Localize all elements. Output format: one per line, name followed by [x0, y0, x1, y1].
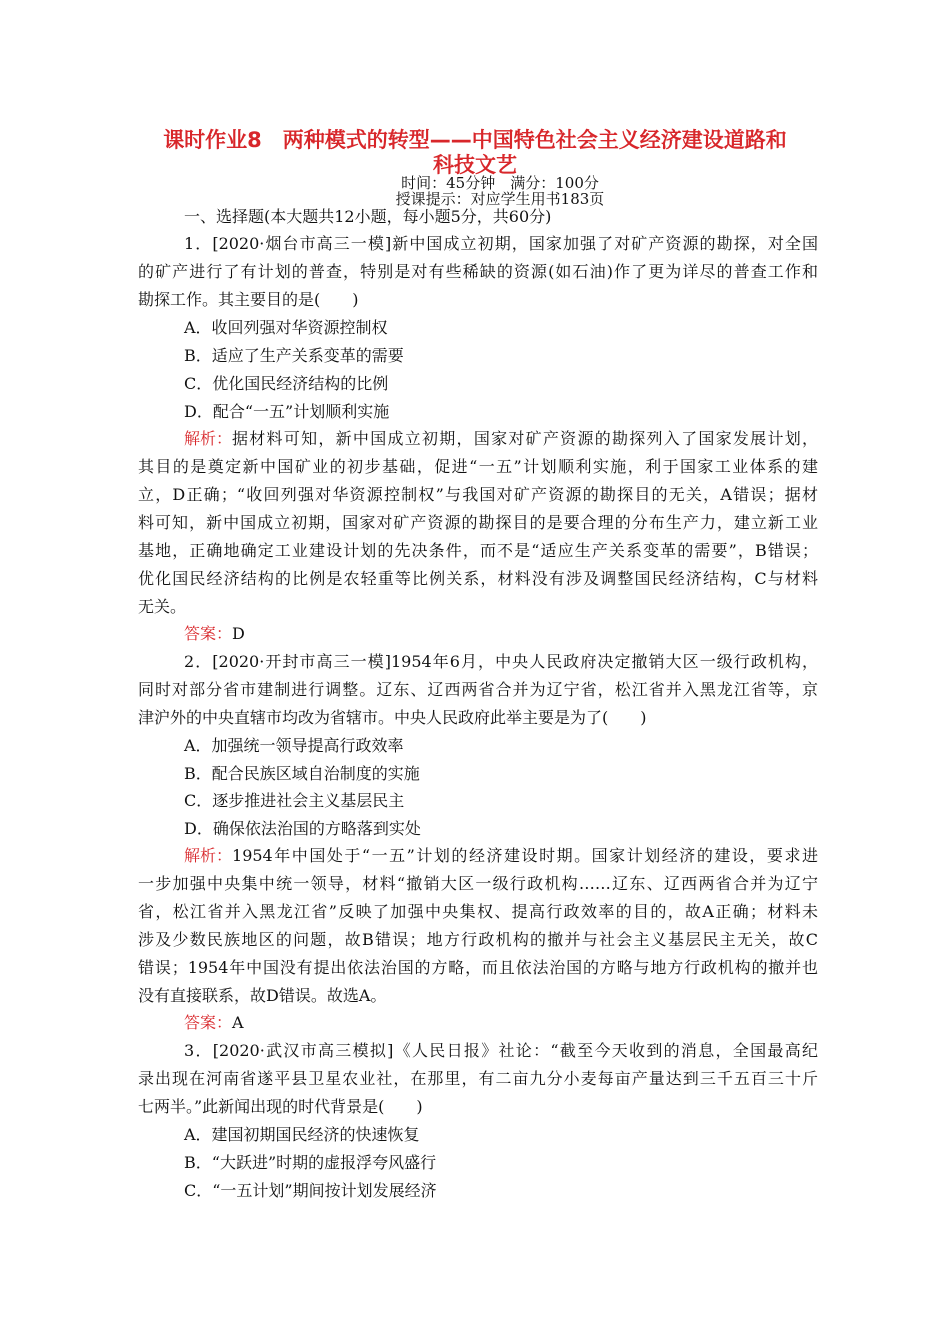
q2-analysis-line-5: 错误；1954年中国没有提出依法治国的方略，而且依法治国的方略与地方行政机构的撤并也 — [138, 958, 818, 977]
q1-option-a: A．收回列强对华资源控制权 — [184, 318, 388, 337]
q1-analysis-line-6: 优化国民经济结构的比例是农轻重等比例关系，材料没有涉及调整国民经济结构，C与材料 — [138, 569, 818, 588]
q1-answer — [184, 624, 864, 644]
q2-analysis-line-4: 涉及少数民族地区的问题，故B错误；地方行政机构的撤并与社会主义基层民主无关，故C — [138, 930, 818, 949]
q2-stem-line-3: 津沪外的中央直辖市均改为省辖市。中央人民政府此举主要是为了( ) — [138, 708, 647, 727]
q2-option-d: D．确保依法治国的方略落到实处 — [184, 819, 421, 838]
q3-stem-line-1: 3．[2020·武汉市高三模拟]《人民日报》社论：“截至今天收到的消息，全国最高纪 — [184, 1041, 818, 1060]
analysis-label: 解析： — [184, 429, 233, 448]
q2-stem-line-1: 2．[2020·开封市高三一模]1954年6月，中央人民政府决定撤销大区一级行政机构， — [184, 652, 818, 671]
q1-option-d: D．配合“一五”计划顺利实施 — [184, 402, 390, 421]
answer-label: 答案： — [184, 624, 233, 643]
q1-analysis-line-5: 基地，正确地确定工业建设计划的先决条件，而不是“适应生产关系变革的需要”，B错误； — [138, 541, 818, 560]
q1-stem-line-2: 的矿产进行了有计划的普查，特别是对有些稀缺的资源(如石油)作了更为详尽的普查工作和 — [138, 262, 818, 281]
q3-stem-line-2: 录出现在河南省遂平县卫星农业社，在那里，有二亩九分小麦每亩产量达到三千五百三十斤 — [138, 1069, 818, 1088]
q3-option-b: B．“大跃进”时期的虚报浮夸风盛行 — [184, 1153, 437, 1172]
q1-analysis-line-3: 立，D正确；“收回列强对华资源控制权”与我国对矿产资源的勘探目的无关，A错误；据材 — [138, 485, 818, 504]
q3-option-a: A．建国初期国民经济的快速恢复 — [184, 1125, 420, 1144]
time-score: 时间：45分钟 满分：100分 — [401, 174, 599, 192]
answer-label: 答案： — [184, 1013, 233, 1032]
q2-option-b: B．配合民族区域自治制度的实施 — [184, 764, 420, 783]
analysis-text: 据材料可知，新中国成立初期，国家对矿产资源的勘探列入了国家发展计划， — [232, 429, 818, 448]
lesson-hint: 授课提示：对应学生用书183页 — [395, 190, 605, 208]
q3-stem-line-3: 七两半。”此新闻出现的时代背景是( ) — [138, 1097, 423, 1116]
q2-analysis-line-1 — [184, 846, 818, 866]
title-line-2: 科技文艺 — [433, 153, 517, 177]
q3-option-c: C．“一五计划”期间按计划发展经济 — [184, 1181, 437, 1200]
analysis-text: 1954年中国处于“一五”计划的经济建设时期。国家计划经济的建设，要求进 — [232, 846, 818, 865]
section-heading: 一、选择题(本大题共12小题，每小题5分，共60分) — [184, 207, 552, 226]
q2-stem-line-2: 同时对部分省市建制进行调整。辽东、辽西两省合并为辽宁省，松江省并入黑龙江省等，京 — [138, 680, 818, 699]
q1-analysis-line-1 — [184, 429, 818, 449]
q1-stem-line-3: 勘探工作。其主要目的是( ) — [138, 290, 359, 309]
analysis-label: 解析： — [184, 846, 233, 865]
q2-answer — [184, 1013, 864, 1033]
answer-value: D — [232, 624, 245, 643]
q2-analysis-line-3: 省，松江省并入黑龙江省”反映了加强中央集权、提高行政效率的目的，故A正确；材料未 — [138, 902, 818, 921]
answer-value: A — [232, 1013, 244, 1032]
q2-analysis-line-6: 没有直接联系，故D错误。故选A。 — [138, 986, 387, 1005]
q1-option-c: C．优化国民经济结构的比例 — [184, 374, 389, 393]
q2-analysis-line-2: 一步加强中央集中统一领导，材料“撤销大区一级行政机构……辽东、辽西两省合并为辽宁 — [138, 874, 818, 893]
title-line-1: 课时作业8 两种模式的转型——中国特色社会主义经济建设道路和 — [163, 128, 787, 152]
q1-stem-line-1: 1．[2020·烟台市高三一模]新中国成立初期，国家加强了对矿产资源的勘探，对全国 — [184, 234, 818, 253]
q2-option-c: C．逐步推进社会主义基层民主 — [184, 791, 405, 810]
q1-analysis-line-2: 其目的是奠定新中国矿业的初步基础，促进“一五”计划顺利实施，利于国家工业体系的建 — [138, 457, 818, 476]
q1-analysis-line-4: 料可知，新中国成立初期，国家对矿产资源的勘探目的是要合理的分布生产力，建立新工业 — [138, 513, 818, 532]
q2-option-a: A．加强统一领导提高行政效率 — [184, 736, 404, 755]
q1-analysis-line-7: 无关。 — [138, 597, 187, 616]
q1-option-b: B．适应了生产关系变革的需要 — [184, 346, 404, 365]
